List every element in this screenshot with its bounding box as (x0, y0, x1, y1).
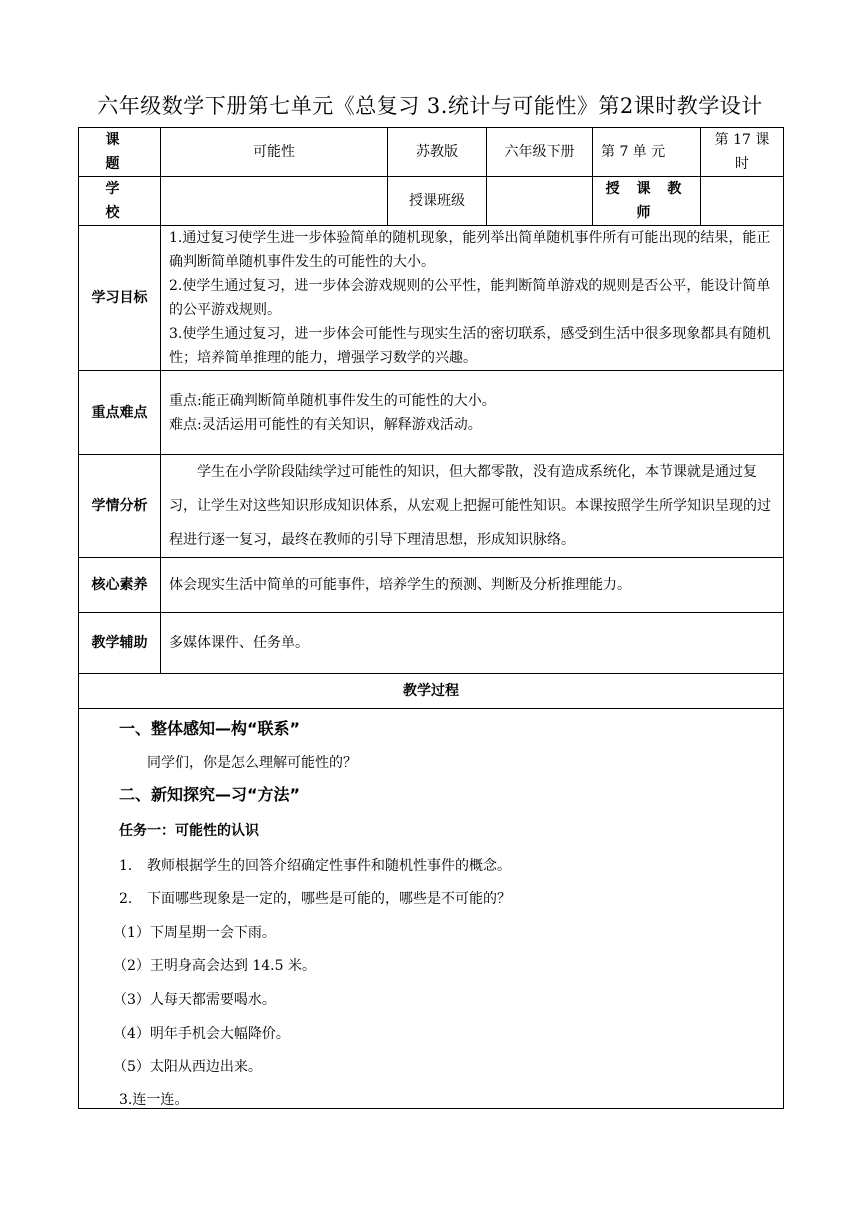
process-label: 教学过程 (79, 674, 784, 709)
topic-row (79, 128, 784, 177)
step-three-text: 3.连一连。 (119, 1092, 189, 1108)
school-row (79, 177, 784, 226)
analysis-content (161, 455, 784, 558)
aids-row (79, 613, 784, 674)
core-row (79, 558, 784, 613)
focus-text: 重点:能正确判断简单随机事件发生的可能性的大小。 (169, 392, 496, 409)
objectives-label: 学习目标 (79, 226, 161, 371)
process-row (79, 709, 784, 1109)
lesson-plan-table (78, 127, 784, 1109)
analysis-label: 学情分析 (79, 455, 161, 558)
step-one-number: 1. (119, 858, 133, 874)
process-header-row (79, 674, 784, 709)
list-item: （2）王明身高会达到 14.5 米。 (113, 958, 316, 974)
key-points-content (161, 371, 784, 455)
process-content (79, 709, 784, 1109)
key-points-row (79, 371, 784, 455)
list-item: （3）人每天都需要喝水。 (113, 992, 276, 1008)
school-label: 学 校 (79, 177, 161, 226)
unit-value: 第 7 单 元 (593, 128, 701, 177)
teacher-label: 授 课 教 师 (593, 177, 701, 226)
aids-text: 多媒体课件、任务单。 (161, 613, 784, 674)
topic-label: 课 题 (79, 128, 161, 177)
difficulty-text: 难点:灵活运用可能性的有关知识，解释游戏活动。 (169, 416, 482, 433)
step-two-text: 下面哪些现象是一定的，哪些是可能的，哪些是不可能的？ (147, 891, 511, 907)
list-item: （5）太阳从西边出来。 (113, 1059, 262, 1075)
document-title: 六年级数学下册第七单元《总复习 3.统计与可能性》第2课时教学设计 (97, 94, 763, 118)
school-value (161, 177, 388, 226)
edition-value: 苏教版 (388, 128, 487, 177)
objective-item: 3.使学生通过复习，进一步体会可能性与现实生活的密切联系，感受到生活中很多现象都具有随机性；培养简单推理的能力，增强学习数学的兴趣。 (169, 326, 771, 366)
analysis-row (79, 455, 784, 558)
class-label: 授课班级 (388, 177, 487, 226)
class-value (487, 177, 593, 226)
key-points-label: 重点难点 (79, 371, 161, 455)
step-one-text: 教师根据学生的回答介绍确定性事件和随机性事件的概念。 (147, 858, 511, 874)
task-one-heading: 任务一：可能性的认识 (119, 823, 259, 839)
grade-value: 六年级下册 (487, 128, 593, 177)
section-one-heading: 一、整体感知—构“联系” (119, 719, 301, 738)
opening-question: 同学们，你是怎么理解可能性的？ (147, 755, 357, 771)
objectives-row (79, 226, 784, 371)
list-item: （4）明年手机会大幅降价。 (113, 1026, 290, 1042)
aids-label: 教学辅助 (79, 613, 161, 674)
objective-item: 2.使学生通过复习，进一步体会游戏规则的公平性，能判断简单游戏的规则是否公平，能设计简单的公平游戏规则。 (169, 278, 771, 318)
objective-item: 1.通过复习使学生进一步体验简单的随机现象，能列举出简单随机事件所有可能出现的结果，能正确判断简单随机事件发生的可能性的大小。 (169, 230, 771, 270)
objectives-content (161, 226, 784, 371)
topic-value: 可能性 (161, 128, 388, 177)
list-item: （1）下周星期一会下雨。 (113, 925, 276, 941)
core-text: 体会现实生活中简单的可能事件，培养学生的预测、判断及分析推理能力。 (161, 558, 784, 613)
period-value: 第 17 课时 (701, 128, 784, 177)
section-two-heading: 二、新知探究—习“方法” (119, 785, 301, 804)
core-label: 核心素养 (79, 558, 161, 613)
step-two-number: 2. (119, 891, 133, 907)
analysis-text: 学生在小学阶段陆续学过可能性的知识，但大都零散，没有造成系统化，本节课就是通过复习，让学生对这些知识形成知识体系，从宏观上把握可能性知识。本课按照学生所学知识呈现的过程进行逐一复习，最终在教师的引导下理清思想，形成知识脉络。 (169, 464, 771, 548)
teacher-value (701, 177, 784, 226)
